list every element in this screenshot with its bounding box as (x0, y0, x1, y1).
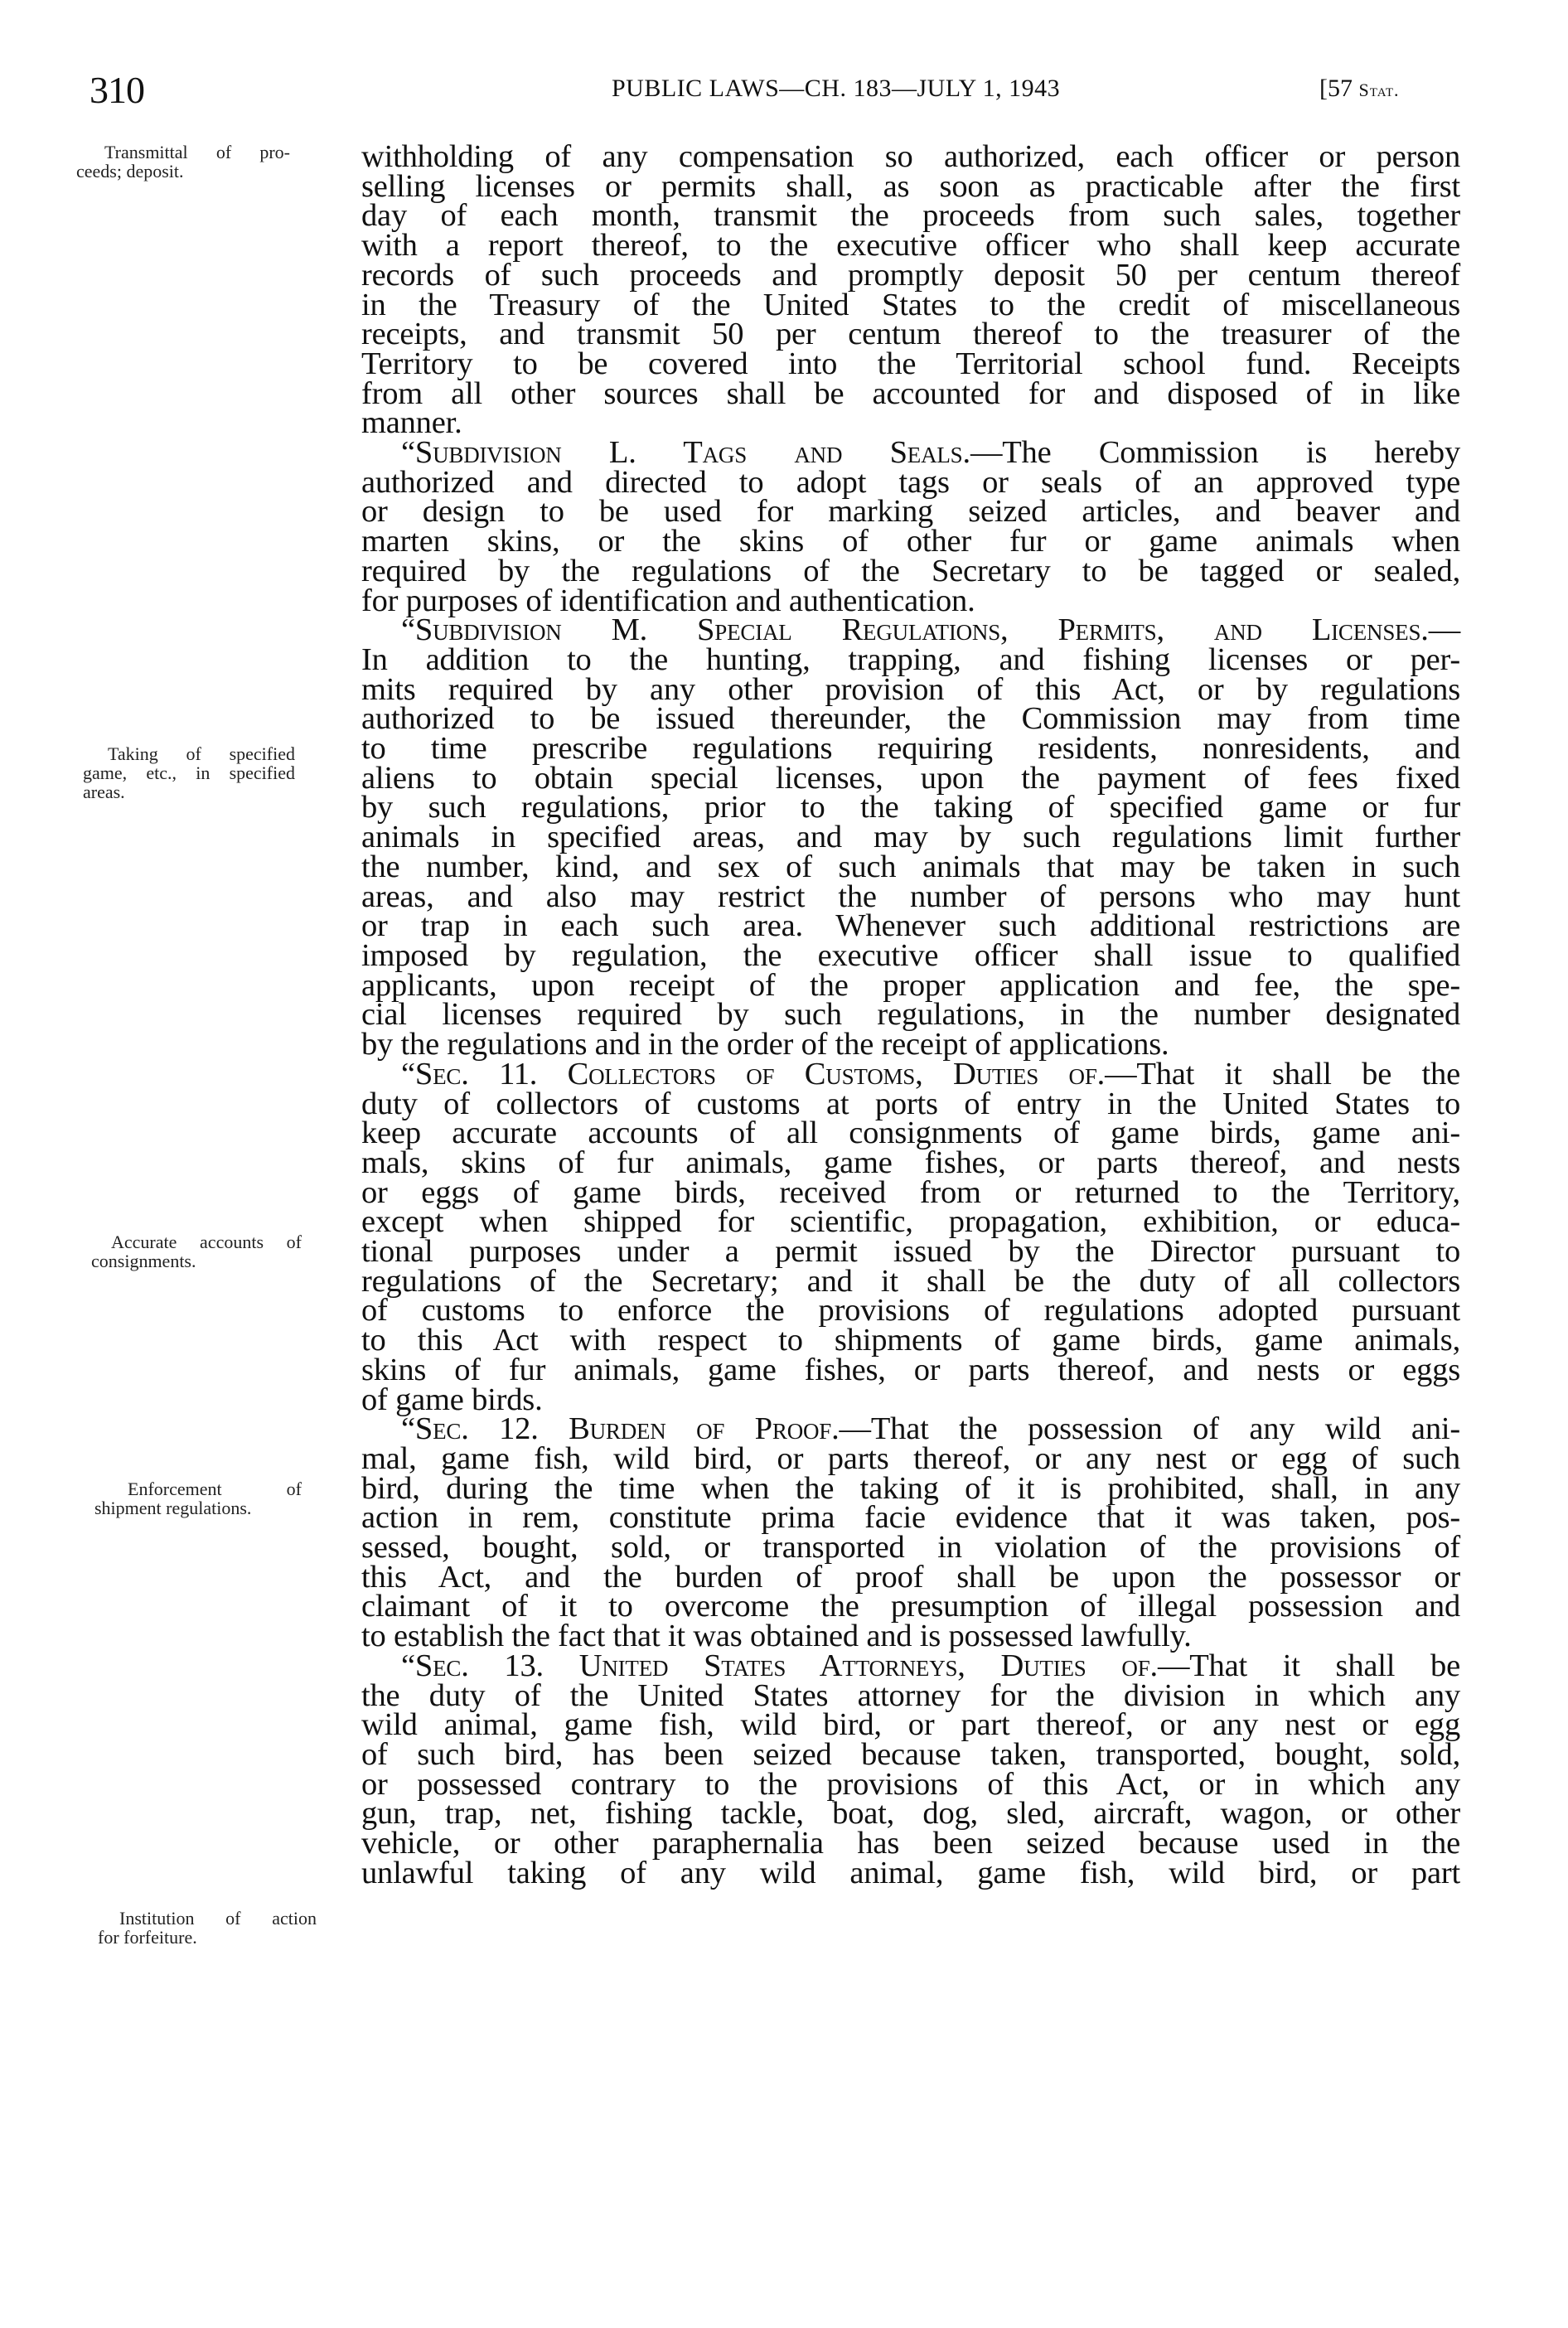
text-line: selling licenses or permits shall, as soon as practicable after the first (361, 168, 1460, 204)
text-line: of customs to enforce the provisions of regulations adopted pursuant (361, 1293, 1460, 1329)
text-line: to this Act with respect to shipments of game birds, game animals, (361, 1323, 1460, 1358)
page-header (0, 68, 1568, 118)
text-line: the number, kind, and sex of such animals that may be taken in such (361, 849, 1460, 884)
body-text (361, 139, 1460, 1890)
text-line: tional purposes under a permit issued by the Director pursuant to (361, 1234, 1460, 1270)
text-line (361, 1411, 1460, 1447)
text-line: in the Treasury of the United States to the credit of miscellaneous (361, 287, 1460, 322)
text-line: by such regulations, prior to the taking of specified game or fur (361, 790, 1460, 825)
text-run: —That the possession of any wild ani- (839, 1411, 1460, 1447)
paragraph-sec-12 (361, 1411, 1460, 1654)
margin-note-line: Enforcement of (128, 1479, 302, 1499)
paragraph-sec-13 (361, 1648, 1460, 1890)
text-line: mal, game fish, wild bird, or parts thereof, or any nest or egg of such (361, 1440, 1460, 1476)
margin-note-line: for forfeiture. (98, 1927, 197, 1948)
paragraph-transmittal (361, 139, 1460, 441)
section-heading: “Sec. 13. United States Attorneys, Duties of. (401, 1648, 1158, 1683)
text-line: day of each month, transmit the proceeds from such sales, together (361, 198, 1460, 234)
text-line: claimant of it to overcome the presumption of illegal possession and (361, 1589, 1460, 1624)
margin-note-line: Taking of specified (108, 743, 295, 764)
text-line: areas, and also may restrict the number of persons who may hunt (361, 878, 1460, 914)
margin-note-line: ceeds; deposit. (76, 161, 184, 181)
section-heading: “Sec. 12. Burden of Proof. (401, 1411, 840, 1447)
text-line: bird, during the time when the taking of it is prohibited, shall, in any (361, 1470, 1460, 1506)
text-line: the duty of the United States attorney for the division in which any (361, 1677, 1460, 1713)
margin-note-line: areas. (83, 782, 125, 802)
text-line: records of such proceeds and promptly deposit 50 per centum thereof (361, 257, 1460, 293)
text-line: or trap in each such area. Whenever such additional restrictions are (361, 908, 1460, 944)
text-line: keep accurate accounts of all consignments of game birds, game ani- (361, 1116, 1460, 1151)
text-line: from all other sources shall be accounted for and disposed of in like (361, 375, 1460, 411)
volume-stat: Stat. (1358, 80, 1400, 100)
margin-note-line: Institution of action (119, 1908, 317, 1929)
text-line: wild animal, game fish, wild bird, or part thereof, or any nest or egg (361, 1707, 1460, 1743)
text-line: Territory to be covered into the Territorial school fund. Receipts (361, 346, 1460, 381)
text-line: or design to be used for marking seized articles, and beaver and (361, 494, 1460, 530)
text-run: —The Commission is hereby (970, 435, 1460, 471)
section-heading: “Subdivision L. Tags and Seals. (401, 435, 970, 471)
paragraph-subdivision-m (361, 612, 1460, 1062)
margin-note-institution (98, 1909, 317, 1947)
text-line: aliens to obtain special licenses, upon the payment of fees fixed (361, 760, 1460, 796)
text-line: mals, skins of fur animals, game fishes, or parts thereof, and nests (361, 1145, 1460, 1180)
text-line: gun, trap, net, fishing tackle, boat, dog, sled, aircraft, wagon, or other (361, 1796, 1460, 1832)
text-line: mits required by any other provision of this Act, or by regulations (361, 671, 1460, 707)
text-line: receipts, and transmit 50 per centum thereof to the treasurer of the (361, 317, 1460, 352)
text-line: imposed by regulation, the executive officer shall issue to qualified (361, 937, 1460, 973)
text-line: or eggs of game birds, received from or returned to the Territory, (361, 1174, 1460, 1210)
text-line: of game birds. (361, 1382, 543, 1417)
margin-note-taking (83, 744, 295, 801)
text-run: —That it shall be the (1105, 1056, 1460, 1091)
margin-note-line: Accurate accounts of (111, 1232, 302, 1252)
text-line (361, 612, 1460, 648)
text-line: to establish the fact that it was obtained and is possessed lawfully. (361, 1619, 1192, 1654)
margin-note-line: game, etc., in specified (83, 762, 295, 783)
text-line: withholding of any compensation so authorized, each officer or person (361, 139, 1460, 174)
text-line: animals in specified areas, and may by such regulations limit further (361, 820, 1460, 855)
margin-note-line: consignments. (91, 1251, 196, 1271)
text-run: —That it shall be (1157, 1648, 1460, 1683)
text-line: this Act, and the burden of proof shall be upon the possessor or (361, 1559, 1460, 1595)
text-line (361, 1056, 1460, 1091)
text-line: except when shipped for scientific, propagation, exhibition, or educa- (361, 1204, 1460, 1240)
text-line: manner. (361, 405, 462, 441)
text-line: authorized to be issued thereunder, the Commission may from time (361, 701, 1460, 737)
text-line: with a report thereof, to the executive officer who shall keep accurate (361, 228, 1460, 264)
section-heading: “Subdivision M. Special Regulations, Permits, and Licenses. (401, 612, 1429, 648)
text-line: unlawful taking of any wild animal, game fish, wild bird, or part (361, 1855, 1460, 1890)
margin-note-enforcement (94, 1479, 302, 1517)
text-line (361, 435, 1460, 471)
text-line: action in rem, constitute prima facie evidence that it was taken, pos- (361, 1500, 1460, 1536)
text-line: required by the regulations of the Secretary to be tagged or sealed, (361, 553, 1460, 588)
text-line: regulations of the Secretary; and it shall be the duty of all collectors (361, 1263, 1460, 1299)
text-line: applicants, upon receipt of the proper application and fee, the spe- (361, 967, 1460, 1003)
paragraph-subdivision-l (361, 435, 1460, 618)
text-line: sessed, bought, sold, or transported in violation of the provisions of (361, 1530, 1460, 1566)
text-line: of such bird, has been seized because taken, transported, bought, sold, (361, 1736, 1460, 1772)
text-line: marten skins, or the skins of other fur or game animals when (361, 524, 1460, 559)
text-run: — (1428, 612, 1460, 648)
margin-note-accurate-accounts (91, 1232, 302, 1270)
text-line: duty of collectors of customs at ports of entry in the United States to (361, 1086, 1460, 1121)
text-line: authorized and directed to adopt tags or seals of an approved type (361, 464, 1460, 500)
text-line: to time prescribe regulations requiring residents, nonresidents, and (361, 731, 1460, 767)
text-line: skins of fur animals, game fishes, or parts thereof, and nests or eggs (361, 1352, 1460, 1387)
running-title: PUBLIC LAWS—CH. 183—JULY 1, 1943 (612, 75, 1061, 102)
margin-note-line: Transmittal of pro- (104, 142, 290, 162)
text-line: for purposes of identification and authentication. (361, 583, 975, 618)
section-heading: “Sec. 11. Collectors of Customs, Duties of. (401, 1056, 1106, 1091)
margin-note-line: shipment regulations. (94, 1498, 252, 1518)
volume-reference (1319, 75, 1400, 103)
text-line: by the regulations and in the order of the receipt of applications. (361, 1027, 1169, 1062)
text-line (361, 1648, 1460, 1683)
volume-prefix: [57 (1319, 75, 1359, 102)
margin-note-transmittal (76, 143, 290, 181)
text-line: vehicle, or other paraphernalia has been seized because used in the (361, 1826, 1460, 1861)
text-line: cial licenses required by such regulations, in the number designated (361, 997, 1460, 1033)
text-line: or possessed contrary to the provisions of this Act, or in which any (361, 1766, 1460, 1802)
page-number: 310 (90, 69, 144, 111)
text-line: In addition to the hunting, trapping, and fishing licenses or per- (361, 641, 1460, 677)
paragraph-sec-11 (361, 1056, 1460, 1417)
